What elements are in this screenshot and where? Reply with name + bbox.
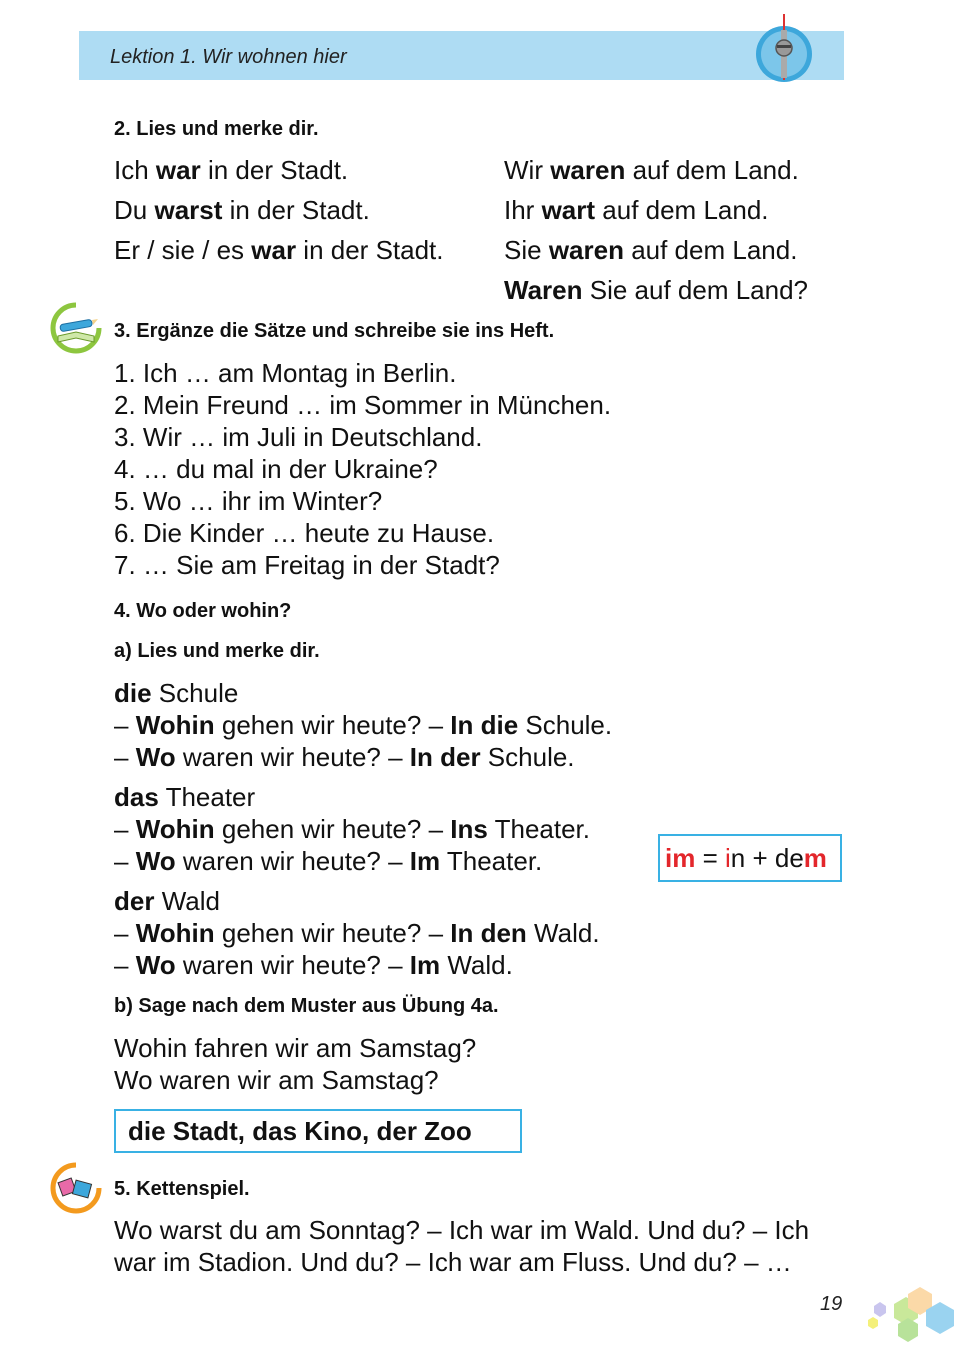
ex5-line-1: Wo warst du am Sonntag? – Ich war im Wald. Und du? – Ich — [114, 1215, 810, 1245]
tv-tower-icon — [752, 12, 816, 82]
group-das-question-1: – Wohin gehen wir heute? – Ins Theater. — [114, 814, 590, 844]
ex3-item-1: 1. Ich … am Montag in Berlin. — [114, 358, 457, 388]
pattern-line-2: Wo waren wir am Samstag? — [114, 1065, 439, 1095]
lesson-title: Lektion 1. Wir wohnen hier — [110, 46, 347, 68]
page-number: 19 — [820, 1293, 843, 1315]
group-das-title: das Theater — [114, 782, 256, 812]
ex2-left-line-2: Du warst in der Stadt. — [114, 195, 370, 225]
hexagon-decoration-icon — [864, 1280, 963, 1360]
ex2-left-line-3: Er / sie / es war in der Stadt. — [114, 235, 444, 265]
group-der-question-2: – Wo waren wir heute? – Im Wald. — [114, 950, 513, 980]
group-die-question-2: – Wo waren wir heute? – In der Schule. — [114, 742, 575, 772]
writing-notebook-icon — [50, 302, 102, 354]
group-die-title: die Schule — [114, 678, 239, 708]
ex3-item-7: 7. … Sie am Freitag in der Stadt? — [114, 550, 500, 580]
dice-cards-icon — [50, 1162, 102, 1214]
ex2-right-line-1: Wir waren auf dem Land. — [504, 155, 799, 185]
ex2-right-line-3: Sie waren auf dem Land. — [504, 235, 798, 265]
ex4a-heading: a) Lies und merke dir. — [114, 640, 320, 662]
group-die-question-1: – Wohin gehen wir heute? – In die Schule. — [114, 710, 613, 740]
ex3-item-2: 2. Mein Freund … im Sommer in München. — [114, 390, 612, 420]
ex2-left-line-1: Ich war in der Stadt. — [114, 155, 349, 185]
ex3-item-3: 3. Wir … im Juli in Deutschland. — [114, 422, 483, 452]
group-das-question-2: – Wo waren wir heute? – Im Theater. — [114, 846, 543, 876]
header-bar — [79, 31, 844, 80]
ex4-heading: 4. Wo oder wohin? — [114, 600, 292, 622]
ex4b-heading: b) Sage nach dem Muster aus Übung 4a. — [114, 995, 499, 1017]
ex3-item-4: 4. … du mal in der Ukraine? — [114, 454, 438, 484]
im-contraction-rule-box: im = in + dem — [658, 834, 842, 882]
pattern-line-1: Wohin fahren wir am Samstag? — [114, 1033, 477, 1063]
ex5-line-2: war im Stadion. Und du? – Ich war am Fluss. Und du? – … — [114, 1247, 792, 1277]
group-der-question-1: – Wohin gehen wir heute? – In den Wald. — [114, 918, 600, 948]
ex2-heading: 2. Lies und merke dir. — [114, 118, 319, 140]
ex2-right-line-4: Waren Sie auf dem Land? — [504, 275, 808, 305]
ex5-heading: 5. Kettenspiel. — [114, 1178, 250, 1200]
ex3-item-6: 6. Die Kinder … heute zu Hause. — [114, 518, 495, 548]
group-der-title: der Wald — [114, 886, 220, 916]
ex3-item-5: 5. Wo … ihr im Winter? — [114, 486, 383, 516]
ex2-right-line-2: Ihr wart auf dem Land. — [504, 195, 769, 225]
ex3-heading: 3. Ergänze die Sätze und schreibe sie ins Heft. — [114, 320, 555, 342]
word-bank-box: die Stadt, das Kino, der Zoo — [114, 1109, 522, 1153]
